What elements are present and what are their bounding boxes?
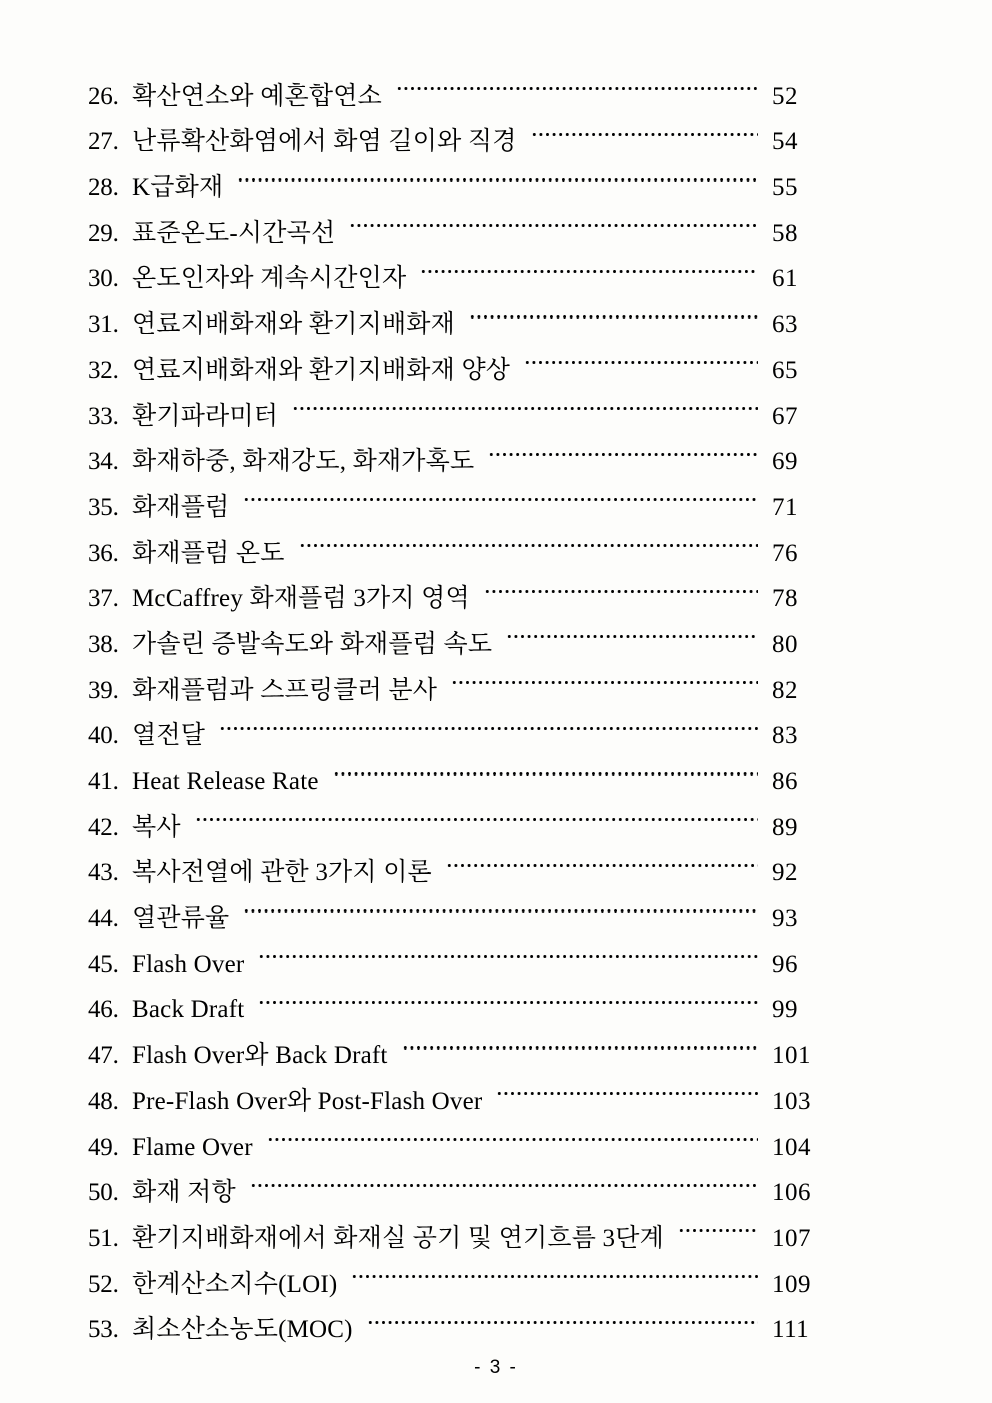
toc-dot-leader xyxy=(396,58,758,104)
toc-entry-number: 47. xyxy=(88,1042,119,1070)
toc-dot-leader xyxy=(420,241,758,287)
toc-dot-leader xyxy=(299,515,758,561)
toc-entry-title[interactable]: Back Draft xyxy=(132,996,245,1024)
toc-dot-leader xyxy=(351,1246,758,1292)
toc-entry-page-number: 101 xyxy=(772,1042,811,1070)
toc-entry-number: 32. xyxy=(88,356,119,384)
toc-entry-title[interactable]: 연료지배화재와 환기지배화재 xyxy=(132,311,456,339)
toc-entry-title[interactable]: 화재하중, 화재강도, 화재가혹도 xyxy=(132,448,475,476)
toc-entry-number: 44. xyxy=(88,905,119,933)
toc-entry-page-number: 71 xyxy=(772,493,798,521)
toc-entry-number: 52. xyxy=(88,1270,119,1298)
toc-entry-page-number: 76 xyxy=(772,539,798,567)
toc-dot-leader xyxy=(333,743,758,789)
toc-entry-page-number: 82 xyxy=(772,676,798,704)
toc-entry-number: 31. xyxy=(88,311,119,339)
toc-dot-leader xyxy=(496,1063,758,1109)
toc-entry-page-number: 99 xyxy=(772,996,798,1024)
toc-dot-leader xyxy=(349,195,758,241)
toc-entry-number: 49. xyxy=(88,1133,119,1161)
toc-entry-title[interactable]: 화재플럼 xyxy=(132,493,230,521)
toc-entry-page-number: 80 xyxy=(772,630,798,658)
toc-entry-number: 28. xyxy=(88,174,119,202)
toc-entry-title[interactable]: 표준온도-시간곡선 xyxy=(132,219,336,247)
toc-dot-leader xyxy=(484,561,758,607)
toc-dot-leader xyxy=(506,606,758,652)
toc-dot-leader xyxy=(219,698,758,744)
toc-entry-page-number: 67 xyxy=(772,402,798,430)
toc-entry-number: 30. xyxy=(88,265,119,293)
toc-entry-page-number: 106 xyxy=(772,1179,811,1207)
toc-entry-page-number: 109 xyxy=(772,1270,811,1298)
toc-entry-page-number: 89 xyxy=(772,813,798,841)
toc-entry-title[interactable]: 화재플럼과 스프링클러 분사 xyxy=(132,676,438,704)
toc-dot-leader xyxy=(258,972,758,1018)
toc-entry[interactable] xyxy=(88,789,828,841)
toc-entry-title[interactable]: Flash Over와 Back Draft xyxy=(132,1042,388,1070)
toc-entry-title[interactable]: 환기지배화재에서 화재실 공기 및 연기흐름 3단계 xyxy=(132,1224,664,1252)
toc-entry-number: 39. xyxy=(88,676,119,704)
toc-entry-title[interactable]: 화재플럼 온도 xyxy=(132,539,285,567)
toc-entry-number: 51. xyxy=(88,1224,119,1252)
toc-entry-page-number: 107 xyxy=(772,1224,811,1252)
toc-dot-leader xyxy=(243,469,758,515)
toc-entry-number: 46. xyxy=(88,996,119,1024)
toc-entry-page-number: 78 xyxy=(772,585,798,613)
toc-entry-page-number: 65 xyxy=(772,356,798,384)
toc-entry-title[interactable]: 복사전열에 관한 3가지 이론 xyxy=(132,859,432,887)
toc-dot-leader xyxy=(367,1292,758,1338)
toc-entry-page-number: 86 xyxy=(772,768,798,795)
toc-entry-page-number: 69 xyxy=(772,448,798,476)
toc-entry-number: 33. xyxy=(88,402,119,430)
toc-dot-leader xyxy=(469,286,758,332)
toc-dot-leader xyxy=(267,1109,758,1155)
toc-dot-leader xyxy=(258,926,758,972)
toc-entry-title[interactable]: McCaffrey 화재플럼 3가지 영역 xyxy=(132,585,470,613)
toc-entry-title[interactable]: 환기파라미터 xyxy=(132,402,279,430)
toc-dot-leader xyxy=(237,149,758,195)
toc-dot-leader xyxy=(524,332,758,378)
toc-entry-number: 42. xyxy=(88,813,119,841)
toc-entry-title[interactable]: 열전달 xyxy=(132,722,206,750)
toc-entry-title[interactable]: Flame Over xyxy=(132,1133,253,1161)
toc-entry-page-number: 104 xyxy=(772,1133,811,1161)
toc-entry-number: 43. xyxy=(88,859,119,887)
toc-entry-page-number: 58 xyxy=(772,219,798,247)
toc-entry-number: 38. xyxy=(88,630,119,658)
toc-entry-number: 36. xyxy=(88,539,119,567)
toc-entry-title[interactable]: 온도인자와 계속시간인자 xyxy=(132,265,407,293)
toc-entry[interactable] xyxy=(88,58,828,110)
toc-entry-page-number: 92 xyxy=(772,859,798,887)
toc-entry-page-number: 61 xyxy=(772,265,798,293)
toc-entry-number: 40. xyxy=(88,722,119,750)
toc-entry-title[interactable]: 복사 xyxy=(132,813,181,841)
toc-entry-title[interactable]: 연료지배화재와 환기지배화재 양상 xyxy=(132,356,511,384)
toc-entry-title[interactable]: 확산연소와 예혼합연소 xyxy=(132,82,382,110)
toc-entry-number: 48. xyxy=(88,1087,119,1115)
toc-dot-leader xyxy=(195,789,758,835)
toc-entry-title[interactable]: 난류확산화염에서 화염 길이와 직경 xyxy=(132,128,517,156)
toc-entry-number: 41. xyxy=(88,768,119,795)
table-of-contents-list xyxy=(88,58,828,1344)
toc-entry-title[interactable]: 화재 저항 xyxy=(132,1179,236,1207)
toc-entry-title[interactable]: Pre-Flash Over와 Post-Flash Over xyxy=(132,1087,483,1115)
toc-entry-number: 27. xyxy=(88,128,119,156)
toc-entry-number: 26. xyxy=(88,82,119,110)
toc-entry[interactable] xyxy=(88,835,828,887)
toc-entry-title[interactable]: 한계산소지수(LOI) xyxy=(132,1270,338,1298)
toc-entry-number: 45. xyxy=(88,950,119,978)
toc-dot-leader xyxy=(451,652,758,698)
toc-entry-page-number: 83 xyxy=(772,722,798,750)
toc-entry-page-number: 93 xyxy=(772,905,798,933)
toc-entry-page-number: 103 xyxy=(772,1087,811,1115)
toc-entry-title[interactable]: 최소산소농도(MOC) xyxy=(132,1316,353,1344)
toc-entry-page-number: 111 xyxy=(772,1316,810,1344)
page-number-footer: - 3 - xyxy=(474,1357,518,1378)
toc-entry-number: 29. xyxy=(88,219,119,247)
toc-entry-page-number: 96 xyxy=(772,950,798,978)
toc-entry-title[interactable]: 열관류율 xyxy=(132,905,230,933)
toc-entry-number: 50. xyxy=(88,1179,119,1207)
toc-dot-leader xyxy=(446,835,758,881)
toc-entry-number: 37. xyxy=(88,585,119,613)
toc-entry-title[interactable]: Flash Over xyxy=(132,950,245,978)
toc-dot-leader xyxy=(531,104,758,150)
toc-dot-leader xyxy=(488,424,758,470)
toc-entry-page-number: 55 xyxy=(772,174,798,202)
toc-entry-title[interactable]: 가솔린 증발속도와 화재플럼 속도 xyxy=(132,630,493,658)
toc-dot-leader xyxy=(678,1200,758,1246)
toc-entry-number: 34. xyxy=(88,448,119,476)
toc-entry-title[interactable]: Heat Release Rate xyxy=(132,768,319,795)
toc-dot-leader xyxy=(402,1017,758,1063)
toc-dot-leader xyxy=(292,378,758,424)
toc-dot-leader xyxy=(243,880,758,926)
toc-entry-page-number: 54 xyxy=(772,128,798,156)
toc-entry-number: 35. xyxy=(88,493,119,521)
toc-entry-page-number: 52 xyxy=(772,82,798,110)
toc-entry-number: 53. xyxy=(88,1316,119,1344)
toc-entry-page-number: 63 xyxy=(772,311,798,339)
toc-entry-title[interactable]: K급화재 xyxy=(132,174,224,202)
toc-dot-leader xyxy=(250,1155,758,1201)
